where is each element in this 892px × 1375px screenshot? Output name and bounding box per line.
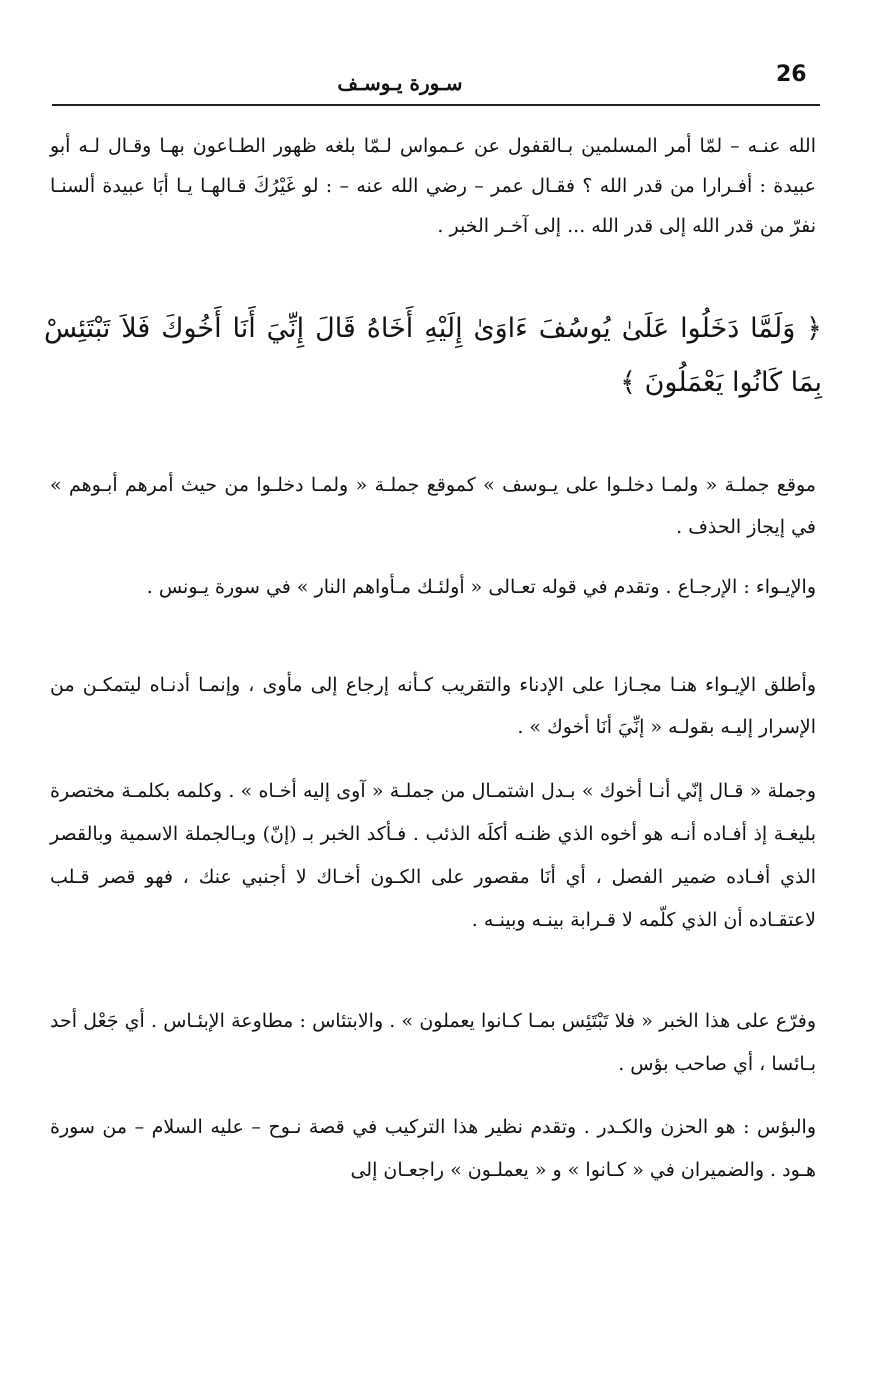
header-rule xyxy=(52,104,820,106)
paragraph: الله عنـه – لمّا أمر المسلمين بـالقفول عن عـمواس لـمّا بلغه ظهور الطـاعون بهـا وقـال لـه أبو عبيدة : أفـرارا من قدر الله ؟ فقـال عمر – رضي الله عنه – : لو غَيْرُكَ قـالهـا يـا أبَا عبيدة ألسنـا نفرّ من قدر الله إلى قدر الله ... إلى آخـر الخبر . xyxy=(50,135,816,237)
paragraph: وجملة « قـال إنّي أنـا أخوك » بـدل اشتمـال من جملـة « آوى إليه أخـاه » . وكلمه بكلمـة مختصرة بليغـة إذ أفـاده أنـه هو أخوه الذي ظنـه أكلَه الذئب . فـأكد الخبر بـ (إنّ) وبـالجملة الاسمية وبالقصر الذي أفـاده ضمير الفصل ، أي أنَا مقصور على الكـون أخـاك لا أجنبي عنك ، فهو قصر قـلب لاعتقـاده أن الذي كلّمه لا قـرابة بينـه وبينـه . xyxy=(50,780,816,931)
paragraph: موقع جملـة « ولمـا دخلـوا على يـوسف » كموقع جملـة « ولمـا دخلـوا من حيث أمرهم أبـوهم » في إيجاز الحذف . xyxy=(50,474,816,538)
paragraph: وأطلق الإيـواء هنـا مجـازا على الإدناء والتقريب كـأنه إرجاع إلى مأوى ، وإنمـا أدنـاه ليتمكـن من الإسرار إليـه بقولـه « إنِّيَ أنَا أخوك » . xyxy=(50,674,816,738)
running-title: سـورة يـوسـف xyxy=(337,71,463,95)
paragraph: وفرّع على هذا الخبر « فلا تَبْتَئِس بمـا كـانوا يعملون » . والابتئاس : مطاوعة الإبئـاس . أي جَعْل أحد بـائسا ، أي صاحب بؤس . xyxy=(50,1010,816,1075)
page-number: 26 xyxy=(776,62,807,87)
quran-verse: ﴿ وَلَمَّا دَخَلُوا عَلَىٰ يُوسُفَ ءَاوَىٰ إِلَيْهِ أَخَاهُ قَالَ إِنِّيَ أَنَا أَخُوكَ فَلاَ تَبْتَئِسْ بِمَا كَانُوا يَعْمَلُونَ ﴾ xyxy=(44,313,822,398)
paragraph: والبؤس : هو الحزن والكـدر . وتقدم نظير هذا التركيب في قصة نـوح – عليه السلام – من سورة هـود . والضميران في « كـانوا » و « يعملـون » راجعـان إلى xyxy=(50,1116,816,1181)
paragraph: والإيـواء : الإرجـاع . وتقدم في قوله تعـالى « أولئـك مـأواهم النار » في سورة يـونس . xyxy=(146,576,816,598)
